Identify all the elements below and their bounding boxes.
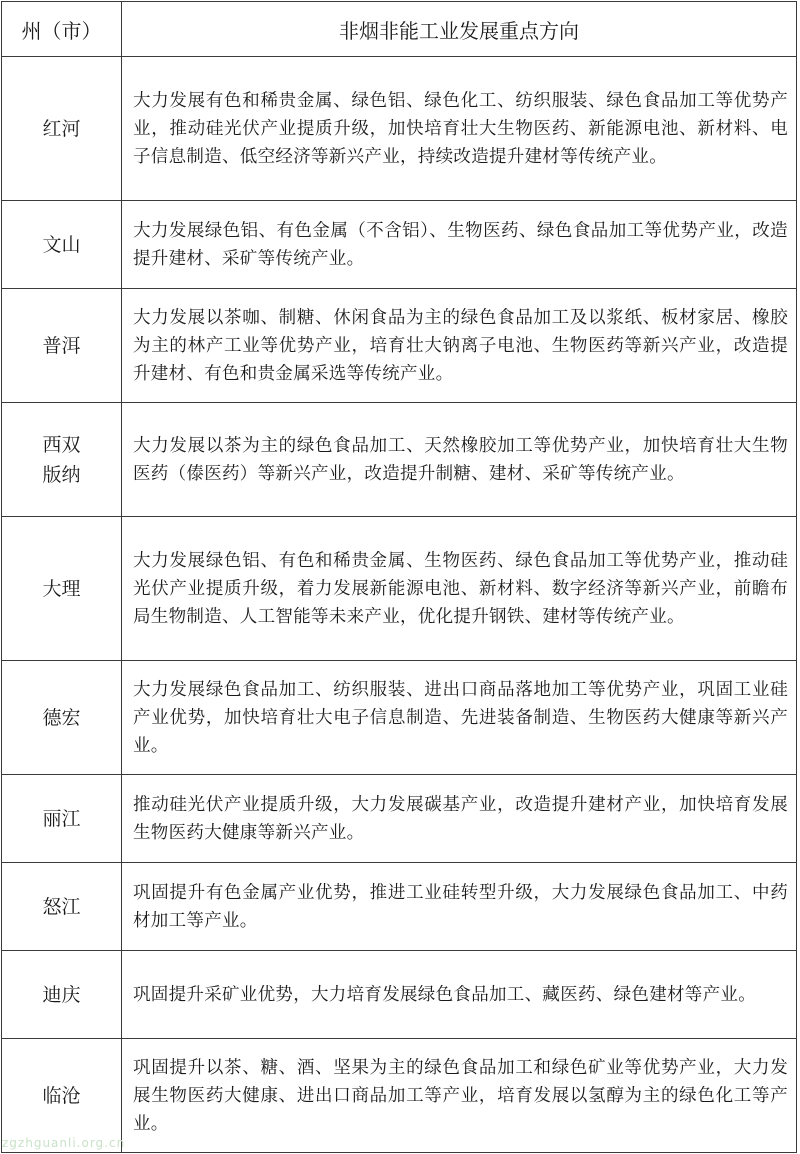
direction-cell: 巩固提升有色金属产业优势，推进工业硅转型升级，大力发展绿色食品加工、中药材加工等产业。 <box>122 863 797 951</box>
city-label: 西双版纳 <box>42 433 81 486</box>
table-row <box>2 403 797 517</box>
direction-cell: 大力发展绿色铝、有色和稀贵金属、生物医药、绿色食品加工等优势产业，推动硅光伏产业提质升级，着力发展新能源电池、新材料、数字经济等新兴产业，前瞻布局生物制造、人工智能等未来产业，优化提升钢铁、建材等传统产业。 <box>122 517 797 661</box>
city-cell: 丽江 <box>2 775 122 863</box>
direction-cell: 大力发展以茶咖、制糖、休闲食品为主的绿色食品加工及以浆纸、板材家居、橡胶为主的林产工业等优势产业，培育壮大钠离子电池、生物医药等新兴产业，改造提升建材、有色和贵金属采选等传统产业。 <box>122 289 797 403</box>
direction-cell: 巩固提升以茶、糖、酒、坚果为主的绿色食品加工和绿色矿业等优势产业，大力发展生物医药大健康、进出口商品加工等产业，培育发展以氢醇为主的绿色化工等产业。 <box>122 1039 797 1153</box>
header-direction: 非烟非能工业发展重点方向 <box>122 2 797 57</box>
city-cell: 文山 <box>2 201 122 289</box>
city-cell: 红河 <box>2 57 122 201</box>
city-cell: 普洱 <box>2 289 122 403</box>
table-row <box>2 517 797 661</box>
table-row <box>2 201 797 289</box>
direction-cell: 大力发展以茶为主的绿色食品加工、天然橡胶加工等优势产业，加快培育壮大生物医药（傣医药）等新兴产业，改造提升制糖、建材、采矿等传统产业。 <box>122 403 797 517</box>
table-row <box>2 289 797 403</box>
city-cell <box>2 403 122 517</box>
industry-direction-table <box>1 1 797 1153</box>
city-cell: 大理 <box>2 517 122 661</box>
watermark: zgzhguanli.org.cn <box>2 1136 126 1150</box>
direction-cell: 大力发展绿色食品加工、纺织服装、进出口商品落地加工等优势产业，巩固工业硅产业优势，加快培育壮大电子信息制造、先进装备制造、生物医药大健康等新兴产业。 <box>122 661 797 775</box>
city-cell: 怒江 <box>2 863 122 951</box>
table-row <box>2 951 797 1039</box>
direction-cell: 大力发展绿色铝、有色金属（不含铝）、生物医药、绿色食品加工等优势产业，改造提升建材、采矿等传统产业。 <box>122 201 797 289</box>
city-cell: 临沧 <box>2 1039 122 1153</box>
table-row <box>2 863 797 951</box>
city-cell: 德宏 <box>2 661 122 775</box>
table-row <box>2 661 797 775</box>
table-row <box>2 57 797 201</box>
direction-cell: 推动硅光伏产业提质升级，大力发展碳基产业，改造提升建材产业，加快培育发展生物医药大健康等新兴产业。 <box>122 775 797 863</box>
header-city: 州（市） <box>2 2 122 57</box>
city-cell: 迪庆 <box>2 951 122 1039</box>
direction-cell: 大力发展有色和稀贵金属、绿色铝、绿色化工、纺织服装、绿色食品加工等优势产业，推动硅光伏产业提质升级，加快培育壮大生物医药、新能源电池、新材料、电子信息制造、低空经济等新兴产业，持续改造提升建材等传统产业。 <box>122 57 797 201</box>
table-header-row <box>2 2 797 57</box>
direction-cell: 巩固提升采矿业优势，大力培育发展绿色食品加工、藏医药、绿色建材等产业。 <box>122 951 797 1039</box>
table-row <box>2 775 797 863</box>
